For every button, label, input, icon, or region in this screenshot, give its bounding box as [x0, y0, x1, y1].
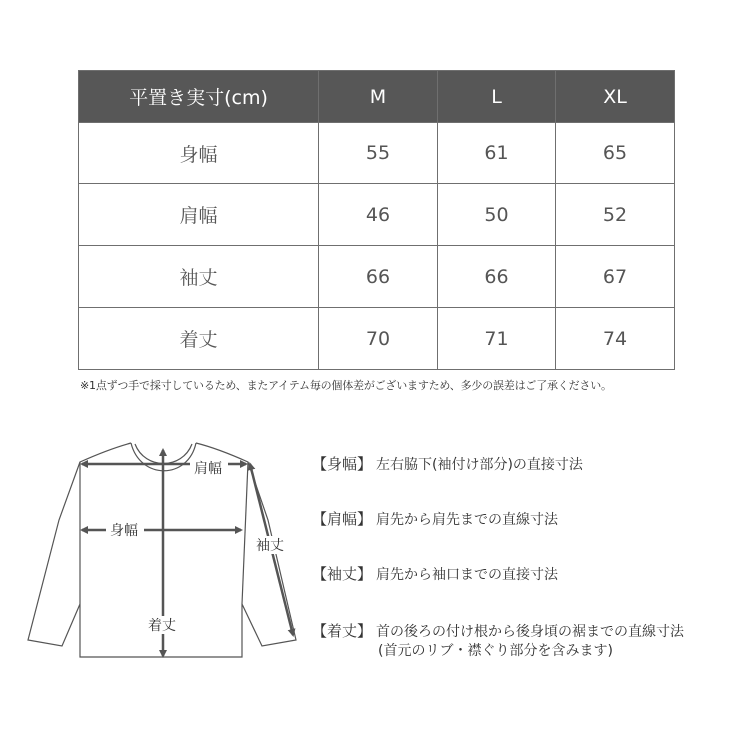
measurement-note: ※1点ずつ手で採寸しているため、またアイテム毎の個体差がございますため、多少の誤差はご了承ください。	[80, 379, 612, 392]
legend-key: 【袖丈】	[312, 565, 373, 583]
cell-value: 67	[556, 246, 675, 308]
legend-item-sleeve	[312, 563, 558, 584]
row-label: 肩幅	[79, 184, 319, 246]
header-measure: 平置き実寸(cm)	[79, 71, 319, 123]
legend-item-body	[312, 453, 583, 474]
cell-value: 74	[556, 308, 675, 370]
cell-value: 66	[438, 246, 556, 308]
legend-desc: 肩先から袖口までの直接寸法	[376, 567, 558, 583]
legend-desc: 左右脇下(袖付け部分)の直接寸法	[376, 457, 583, 473]
legend-key: 【肩幅】	[312, 510, 373, 528]
legend-key: 【着丈】	[312, 622, 373, 640]
legend-desc: 肩先から肩先までの直線寸法	[376, 512, 558, 528]
cell-value: 50	[438, 184, 556, 246]
label-body: 身幅	[110, 523, 138, 539]
legend-desc: 首の後ろの付け根から後身頃の裾までの直線寸法	[376, 624, 684, 640]
cell-value: 61	[438, 123, 556, 184]
cell-value: 55	[319, 123, 438, 184]
header-size-xl: XL	[556, 71, 675, 123]
header-size-m: M	[319, 71, 438, 123]
header-size-l: L	[438, 71, 556, 123]
label-sleeve: 袖丈	[256, 538, 284, 554]
row-label: 身幅	[79, 123, 319, 184]
cell-value: 71	[438, 308, 556, 370]
legend-desc-sub: (首元のリブ・襟ぐり部分を含みます)	[378, 643, 613, 659]
legend-item-length	[312, 620, 684, 659]
cell-value: 66	[319, 246, 438, 308]
row-label: 袖丈	[79, 246, 319, 308]
legend-item-shoulder	[312, 508, 558, 529]
cell-value: 70	[319, 308, 438, 370]
cell-value: 52	[556, 184, 675, 246]
cell-value: 46	[319, 184, 438, 246]
cell-value: 65	[556, 123, 675, 184]
label-shoulder: 肩幅	[194, 461, 222, 477]
row-label: 着丈	[79, 308, 319, 370]
label-length: 着丈	[148, 618, 176, 634]
legend-key: 【身幅】	[312, 455, 373, 473]
